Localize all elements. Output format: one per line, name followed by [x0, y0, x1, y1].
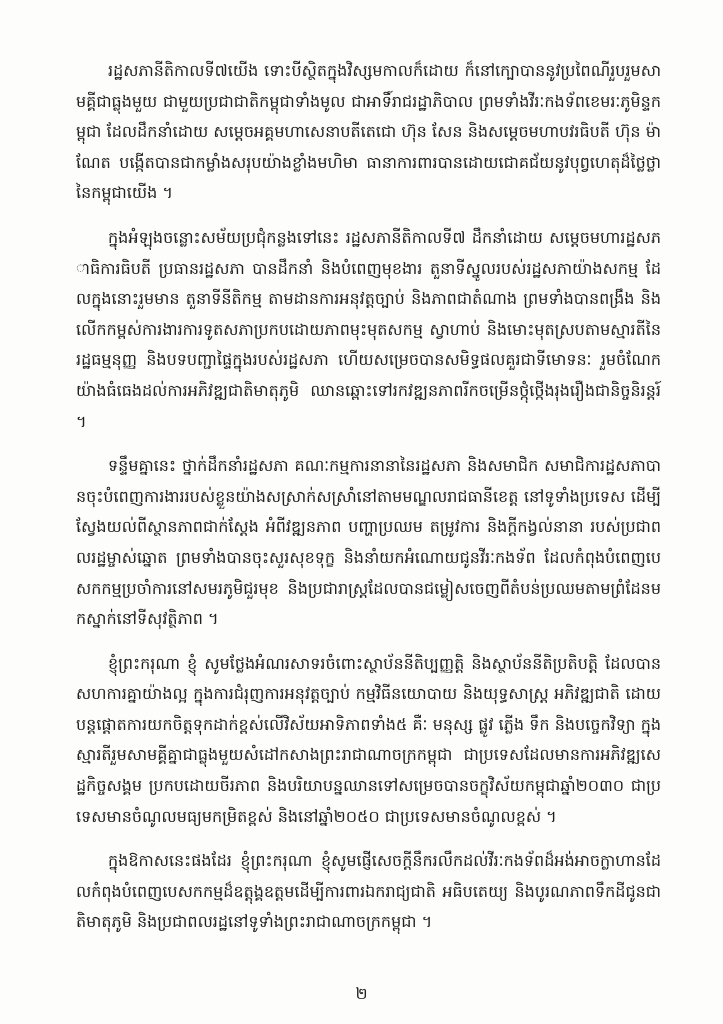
page-number: ២	[355, 984, 368, 1003]
paragraph-5: ក្នុងឱកាសនេះផងដែរ ខ្ញុំព្រះករុណា ខ្ញុំសូមផ្ញើសេចក្តីនឹករលឹកដល់វីរៈកងទ័ពដ៏អង់អាចក្លាហានដែលកំពុងបំពេញបេសកកម្មដ៏ឧត្តុង្គឧត្តមដើម្បីការពារឯករាជ្យជាតិ អធិបតេយ្យ និងបូរណភាពទឹកដីជូនជាតិមាតុភូមិ និងប្រជាពលរដ្ឋនៅទូទាំងព្រះរាជាណាចក្រកម្ពុជា ។	[76, 851, 661, 932]
paragraph-4: ខ្ញុំព្រះករុណា ខ្ញុំ សូមថ្លែងអំណរសាទរចំពោះស្ថាប័ននីតិប្បញ្ញត្តិ និងស្ថាប័ននីតិប្រតិបត្តិ ដែលបានសហការគ្នាយ៉ាងល្អ ក្នុងការជំរុញការអនុវត្តច្បាប់ កម្មវិធីនយោបាយ និងយុទ្ធសាស្ត្រ អភិវឌ្ឍជាតិ ដោយបន្តផ្តោតការយកចិត្តទុកដាក់ខ្ពស់លើវិស័យអាទិភាពទាំង៥ គឺៈ មនុស្ស ផ្លូវ ភ្លើង ទឹក និងបច្ចេកវិទ្យា ក្នុងស្មារតីរួមសាមគ្គីគ្នាជាធ្លុងមួយសំដៅកសាងព្រះរាជាណាចក្រកម្ពុជា ជាប្រទេសដែលមានការអភិវឌ្ឍសេដ្ឋកិច្ចសង្គម ប្រកបដោយចីរភាព និងបរិយាបន្នឈានទៅសម្រេចបានចក្ខុវិស័យកម្ពុជាឆ្នាំ២០៣០ ជាប្រទេសមានចំណូលមធ្យមកម្រិតខ្ពស់ និងនៅឆ្នាំ២០៥០ ជាប្រទេសមានចំណូលខ្ពស់ ។	[76, 653, 662, 826]
paragraph-1: រដ្ឋសភានីតិកាលទី៧យើង ទោះបីស្ថិតក្នុងវិស្សមកាលក៏ដោយ ក៏នៅក្បោបាននូវប្រពៃណីរួបរួមសាមគ្គីជាធ្លុងមួយ ជាមួយប្រជាជាតិកម្ពុជាទាំងមូល ជាអាទិ៍រាជរដ្ឋាភិបាល ព្រមទាំងវីរៈកងទ័ពខេមរៈភូមិន្ទកម្ពុជា ដែលដឹកនាំដោយ សម្តេចអគ្គមហាសេនាបតីតេជោ ហ៊ុន សែន និងសម្តេចមហាបវរធិបតី ហ៊ុន ម៉ាណែត បង្កើតបានជាកម្លាំងសរុបយ៉ាងខ្លាំងមហិមា ធានាការពារបានដោយជោគជ័យនូវបុព្វហេតុដ៏ថ្លៃថ្លានៃកម្ពុជាយើង ។	[76, 61, 661, 203]
paragraph-2: ក្នុងអំឡុងចន្លោះសម័យប្រជុំកន្លងទៅនេះ រដ្ឋសភានីតិកាលទី៧ ដឹកនាំដោយ សម្តេចមហារដ្ឋសភាធិការធិបតី ប្រធានរដ្ឋសភា បានដឹកនាំ និងបំពេញមុខងារ តួនាទីស្នូលរបស់រដ្ឋសភាយ៉ាងសកម្ម ដែលក្នុងនោះរួមមាន តួនាទីនីតិកម្ម តាមដានការអនុវត្តច្បាប់ និងភាពជាតំណាង ព្រមទាំងបានពង្រឹង និងលើកកម្ពស់ការងារការទូតសភាប្រកបដោយភាពមុះមុតសកម្ម ស្វាហាប់ និងមោះមុតស្របតាមស្មារតីនៃរដ្ឋធម្មនុញ្ញ និងបទបញ្ជាផ្ទៃក្នុងរបស់រដ្ឋសភា ហើយសម្រេចបានសមិទ្ធផលគួរជាទីមោទនៈ រួមចំណែកយ៉ាងធំធេងដល់ការអភិវឌ្ឍជាតិមាតុភូមិ ឈានឆ្ពោះទៅរកវឌ្ឍនភាពរីកចម្រើនថ្កុំថ្កើងរុងរឿងជានិច្ចនិរន្តរ៍ ។	[76, 227, 661, 431]
paragraph-3: ទន្ទឹមគ្នានេះ ថ្នាក់ដឹកនាំរដ្ឋសភា គណៈកម្មការនានានៃរដ្ឋសភា និងសមាជិក សមាជិការដ្ឋសភាបានចុះបំពេញការងាររបស់ខ្លួនយ៉ាងសស្រាក់សស្រាំនៅតាមមណ្ឌលរាជធានីខេត្ត នៅទូទាំងប្រទេស ដើម្បីស្វែងយល់ពីស្ថានភាពជាក់ស្តែង អំពីវឌ្ឍនភាព បញ្ហាប្រឈម តម្រូវការ និងក្តីកង្វល់នានា របស់ប្រជាពលរដ្ឋម្ចាស់ឆ្នោត ព្រមទាំងបានចុះសួរសុខទុក្ខ និងនាំយកអំណោយជូនវីរៈកងទ័ព ដែលកំពុងបំពេញបេសកកម្មប្រចាំការនៅសមរភូមិជួរមុខ និងប្រជារាស្ត្រដែលបានជម្លៀសចេញពីតំបន់ប្រឈមតាមព្រំដែនមកស្នាក់នៅទីសុវត្ថិភាព ។	[76, 456, 661, 629]
document-body	[76, 56, 661, 952]
